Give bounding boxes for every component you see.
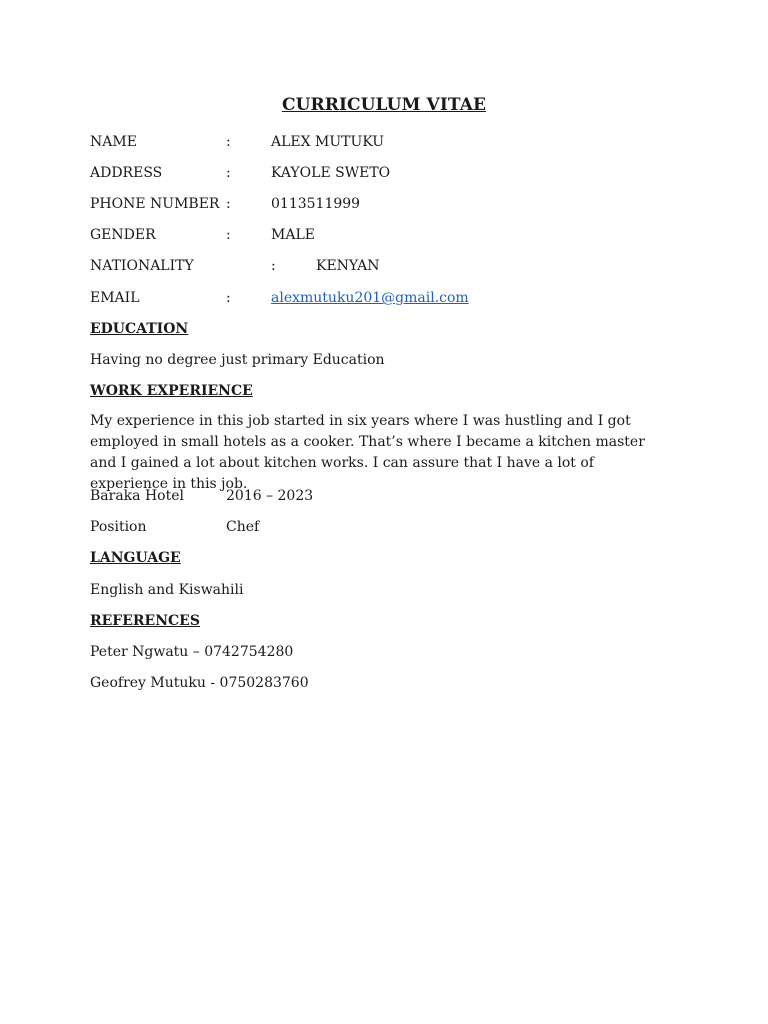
- email-label: EMAIL: [90, 290, 140, 306]
- nationality-label: NATIONALITY: [90, 258, 194, 274]
- nationality-value: KENYAN: [316, 258, 380, 274]
- education-text: Having no degree just primary Education: [90, 352, 385, 368]
- address-label: ADDRESS: [90, 165, 163, 181]
- reference-item: Geofrey Mutuku - 0750283760: [90, 675, 309, 691]
- employer-period: 2016 – 2023: [226, 488, 314, 504]
- gender-separator: :: [226, 227, 231, 243]
- references-heading: REFERENCES: [90, 613, 200, 629]
- education-heading: EDUCATION: [90, 321, 189, 337]
- phone-value: 0113511999: [271, 196, 361, 212]
- language-text: English and Kiswahili: [90, 582, 244, 598]
- phone-label: PHONE NUMBER: [90, 196, 220, 212]
- document-title: CURRICULUM VITAE: [281, 95, 487, 115]
- address-separator: :: [226, 165, 231, 181]
- name-separator: :: [226, 134, 231, 150]
- position-value: Chef: [226, 519, 260, 535]
- position-label: Position: [90, 519, 147, 535]
- phone-separator: :: [226, 196, 231, 212]
- address-value: KAYOLE SWETO: [271, 165, 391, 181]
- reference-item: Peter Ngwatu – 0742754280: [90, 644, 294, 660]
- name-label: NAME: [90, 134, 137, 150]
- email-separator: :: [226, 290, 231, 306]
- email-link[interactable]: alexmutuku201@gmail.com: [271, 290, 469, 306]
- name-value: ALEX MUTUKU: [271, 134, 385, 150]
- work-experience-text: My experience in this job started in six years where I was hustling and I got employed in small hotels as a cooker. That’s where I became a kitchen master and I gained a lot about kitchen works. I can assure that I have a lot of experience in this job.: [90, 413, 645, 492]
- work-experience-heading: WORK EXPERIENCE: [90, 383, 253, 399]
- nationality-separator: :: [271, 258, 276, 274]
- employer-name: Baraka Hotel: [90, 488, 184, 504]
- gender-label: GENDER: [90, 227, 156, 243]
- language-heading: LANGUAGE: [90, 550, 181, 566]
- gender-value: MALE: [271, 227, 315, 243]
